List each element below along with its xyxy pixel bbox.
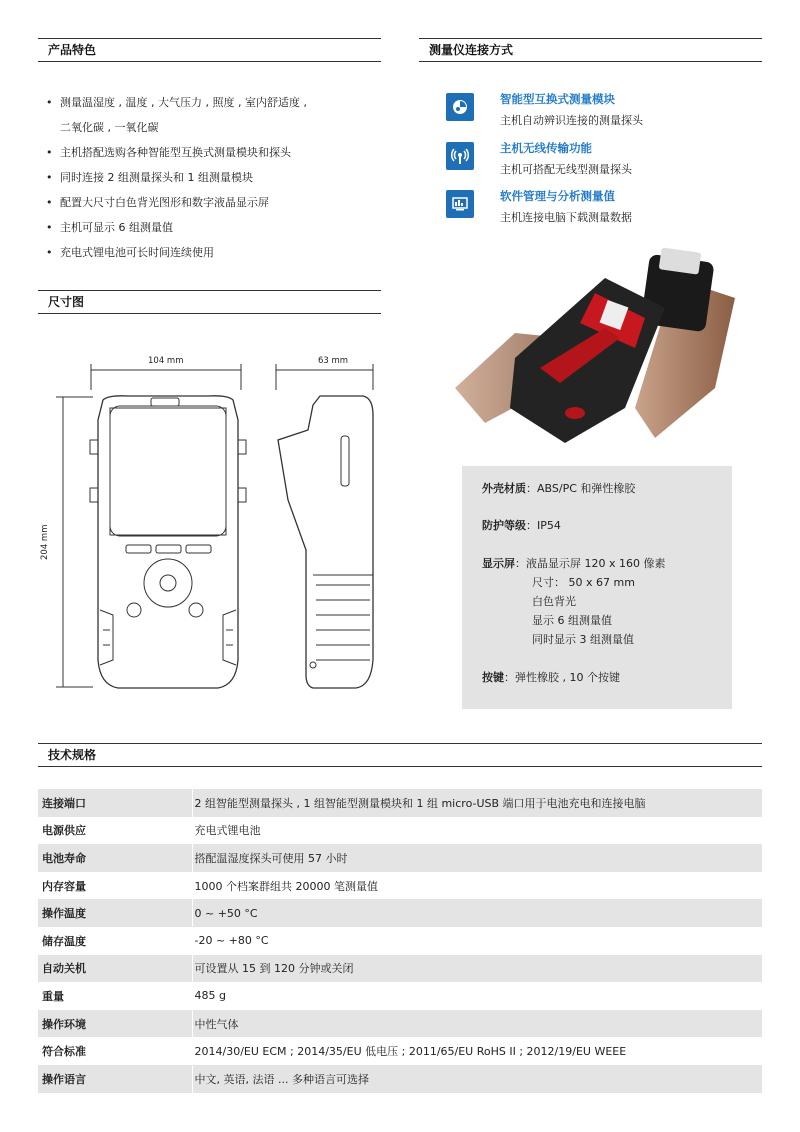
wireless-icon <box>446 142 474 170</box>
table-row: 操作语言 中文, 英语, 法语 ... 多种语言可选择 <box>38 1065 762 1093</box>
product-photo <box>455 238 755 448</box>
height-dimension: 204 mm <box>40 524 50 560</box>
list-item: • 测量温湿度 , 温度 , 大气压力 , 照度 , 室内舒适度 , 二氧化碳 , 一氧化碳 <box>46 96 307 134</box>
tech-title: 技术规格 <box>48 748 97 762</box>
features-header <box>38 38 381 62</box>
connection-item-software: 软件管理与分析测量值 主机连接电脑下载测量数据 <box>446 188 766 228</box>
connection-item-wireless: 主机无线传输功能 主机可搭配无线型测量探头 <box>446 140 766 180</box>
list-item: • 充电式锂电池可长时间连续使用 <box>46 246 214 259</box>
list-item: • 配置大尺寸白色背光图形和数字液晶显示屏 <box>46 196 269 209</box>
list-item: • 同时连接 2 组测量探头和 1 组测量模块 <box>46 171 253 184</box>
features-list <box>46 90 376 265</box>
dimensions-title: 尺寸图 <box>48 295 85 309</box>
table-row: 电池寿命 搭配温湿度探头可使用 57 小时 <box>38 844 762 872</box>
list-item: • 主机可显示 6 组测量值 <box>46 221 173 234</box>
table-row: 储存温度 -20 ~ +80 °C <box>38 927 762 955</box>
list-item: • 主机搭配选购各种智能型互换式测量模块和探头 <box>46 146 291 159</box>
table-row: 操作温度 0 ~ +50 °C <box>38 899 762 927</box>
computer-icon <box>446 190 474 218</box>
table-row: 符合标准 2014/30/EU ECM ; 2014/35/EU 低电压 ; 2011/65/EU RoHS II ; 2012/19/EU WEEE <box>38 1037 762 1065</box>
connection-title: 测量仪连接方式 <box>429 43 514 57</box>
tech-spec-table <box>38 789 762 1093</box>
table-row: 电源供应 充电式锂电池 <box>38 817 762 845</box>
dimension-drawing <box>38 360 378 700</box>
connection-header <box>419 38 762 62</box>
table-row: 内存容量 1000 个档案群组共 20000 笔测量值 <box>38 872 762 900</box>
tech-header <box>38 743 762 767</box>
width-dimension: 104 mm <box>148 356 184 366</box>
features-title: 产品特色 <box>48 43 97 57</box>
smart-module-icon <box>446 93 474 121</box>
connection-item-module: 智能型互换式测量模块 主机自动辨识连接的测量探头 <box>446 91 766 131</box>
table-row: 自动关机 可设置从 15 到 120 分钟或关闭 <box>38 955 762 983</box>
depth-dimension: 63 mm <box>318 356 349 366</box>
table-row: 连接端口 2 组智能型测量探头 , 1 组智能型测量模块和 1 组 micro-USB 端口用于电池充电和连接电脑 <box>38 789 762 817</box>
table-row: 操作环境 中性气体 <box>38 1010 762 1038</box>
dimensions-header <box>38 290 381 314</box>
spec-box: 外壳材质：ABS/PC 和弹性橡胶 防护等级：IP54 显示屏：液晶显示屏 120 x 160 像素 尺寸： 50 x 67 mm 白色背光 显示 6 组测量值 同时显示 3 组测量值 按键：弹性橡胶 , 10 个按键 <box>462 466 732 709</box>
table-row: 重量 485 g <box>38 982 762 1010</box>
